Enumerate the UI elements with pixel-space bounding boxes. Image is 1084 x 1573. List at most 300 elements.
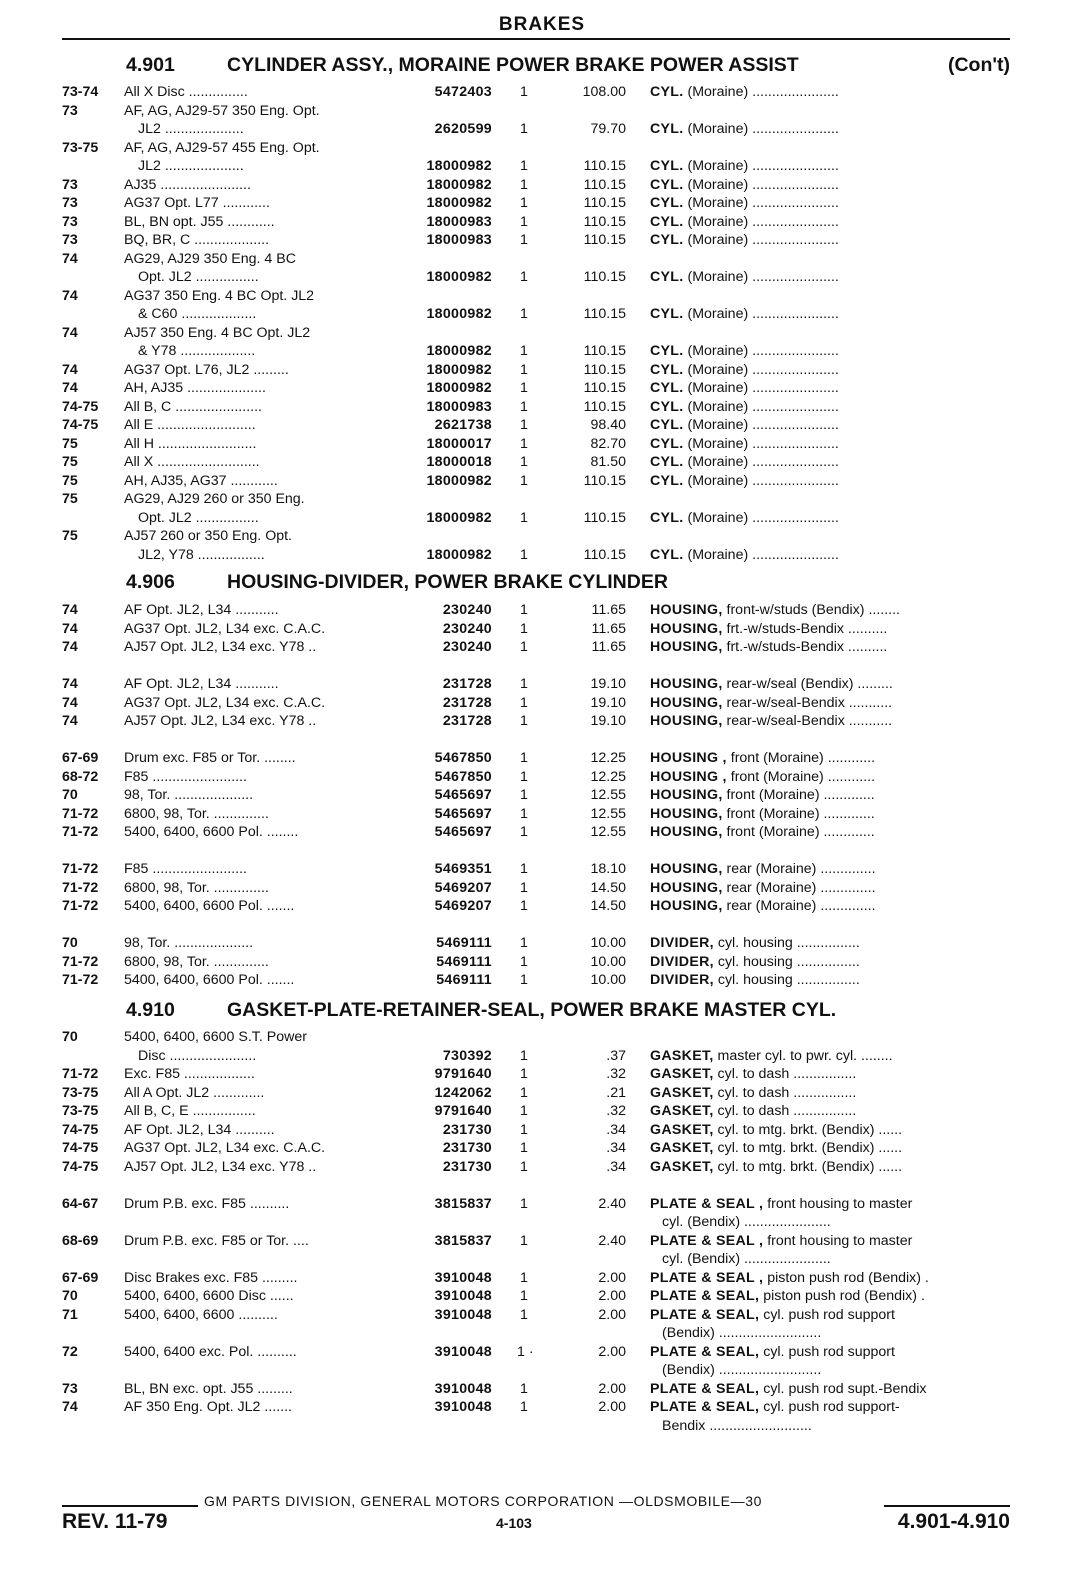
price: 79.70	[590, 121, 626, 137]
parts-row	[62, 176, 1010, 194]
part-number: 5469111	[436, 972, 492, 988]
model-year: 75	[62, 491, 78, 507]
application: F85 ........................	[124, 861, 247, 877]
parts-row	[62, 1084, 1010, 1102]
description-keyword: HOUSING,	[650, 861, 723, 877]
description-keyword: PLATE & SEAL,	[650, 1380, 760, 1397]
parts-row	[62, 823, 1010, 841]
parts-row	[62, 694, 1010, 712]
price: .32	[606, 1066, 626, 1082]
price: 2.40	[598, 1195, 626, 1212]
description-detail: cyl. (Bendix) ......................	[662, 1251, 831, 1267]
application: JL2 ....................	[138, 158, 244, 174]
model-year: 74	[62, 1399, 78, 1415]
part-number: 18000982	[426, 343, 492, 359]
quantity: 1	[520, 158, 528, 174]
quantity: 1	[520, 1158, 528, 1175]
quantity: 1	[520, 1103, 528, 1119]
quantity: 1	[520, 1121, 528, 1138]
application: AJ57 350 Eng. 4 BC Opt. JL2	[124, 324, 311, 341]
description-detail: (Moraine) ......................	[687, 509, 839, 526]
part-number: 1242062	[434, 1084, 492, 1101]
parts-row	[62, 1250, 1010, 1268]
quantity: 1	[520, 750, 528, 766]
description-detail: cyl. housing ................	[717, 935, 860, 951]
part-number: 5465697	[434, 824, 492, 840]
section-number: 4.901	[126, 54, 175, 76]
application: All B, C ......................	[124, 398, 262, 415]
description-keyword: DIVIDER,	[650, 972, 714, 988]
part-number: 5465697	[434, 805, 492, 822]
parts-row	[62, 934, 1010, 952]
price: 2.00	[598, 1399, 626, 1415]
part-number: 18000983	[426, 213, 492, 230]
part-number: 231728	[442, 676, 492, 692]
description-keyword: GASKET,	[650, 1084, 714, 1101]
quantity: 1	[520, 1380, 528, 1397]
parts-row	[62, 361, 1010, 379]
application: 5400, 6400, 6600 Pol. .......	[124, 972, 295, 988]
quantity: 1	[520, 1140, 528, 1156]
model-year: 73	[62, 1380, 78, 1397]
part-number: 5469207	[434, 879, 492, 896]
quantity: 1	[520, 1288, 528, 1304]
model-year: 67-69	[62, 750, 99, 766]
description-keyword: CYL.	[650, 361, 684, 378]
price: 2.00	[598, 1306, 626, 1323]
parts-row	[62, 916, 1010, 934]
quantity: 1	[520, 1232, 528, 1249]
parts-row	[62, 268, 1010, 286]
part-number: 18000017	[426, 435, 492, 452]
model-year: 73-75	[62, 1084, 99, 1101]
quantity: 1	[520, 787, 528, 803]
price: 12.25	[590, 750, 626, 766]
parts-row	[62, 971, 1010, 989]
application: All X Disc ...............	[124, 84, 248, 100]
parts-row	[62, 546, 1010, 564]
description	[650, 1065, 1010, 1083]
description-keyword: CYL.	[650, 121, 684, 137]
description-detail: front housing to master	[767, 1232, 913, 1249]
price: 110.15	[583, 232, 626, 248]
price: .34	[606, 1140, 626, 1156]
application: AF Opt. JL2, L34 ..........	[124, 1121, 275, 1138]
model-year: 73-74	[62, 84, 99, 100]
parts-row	[62, 1195, 1010, 1213]
model-year: 73	[62, 102, 78, 119]
price: 12.55	[590, 787, 626, 803]
application: All E .........................	[124, 417, 256, 433]
description	[650, 1139, 1010, 1157]
price: 110.15	[583, 546, 626, 563]
description-detail: (Moraine) ......................	[687, 158, 839, 174]
parts-row	[62, 490, 1010, 508]
application: AF Opt. JL2, L34 ...........	[124, 676, 279, 692]
description-detail: (Moraine) ......................	[687, 195, 839, 211]
parts-row	[62, 620, 1010, 638]
model-year: 74-75	[62, 1140, 99, 1156]
description-detail: cyl. push rod support-	[763, 1399, 900, 1415]
parts-row	[62, 305, 1010, 323]
description-keyword: CYL.	[650, 195, 684, 211]
price: 110.15	[583, 398, 626, 415]
application: Disc Brakes exc. F85 .........	[124, 1269, 298, 1286]
model-year: 70	[62, 1288, 78, 1304]
description-keyword: HOUSING,	[650, 898, 723, 914]
description-keyword: CYL.	[650, 213, 684, 230]
description-keyword: HOUSING,	[650, 676, 723, 692]
description-detail: front (Moraine) ............	[730, 750, 876, 766]
description-detail: frt.-w/studs-Bendix ..........	[726, 620, 888, 637]
description	[650, 453, 1010, 471]
parts-row	[62, 102, 1010, 120]
application: BQ, BR, C ...................	[124, 232, 270, 248]
description	[650, 1121, 1010, 1139]
description-detail: rear (Moraine) ..............	[726, 898, 876, 914]
application: 5400, 6400, 6600 S.T. Power	[124, 1029, 307, 1045]
description-detail: master cyl. to pwr. cyl. ........	[717, 1047, 893, 1064]
description-keyword: HOUSING,	[650, 787, 723, 803]
model-year: 71-72	[62, 879, 99, 896]
part-number: 5467850	[434, 768, 492, 785]
application: AJ57 Opt. JL2, L34 exc. Y78 ..	[124, 1158, 317, 1175]
description-detail: (Moraine) ......................	[687, 343, 839, 359]
parts-row	[62, 509, 1010, 527]
description-keyword: HOUSING ,	[650, 750, 727, 766]
part-number: 3910048	[434, 1306, 492, 1323]
part-number: 9791640	[434, 1103, 492, 1119]
description-keyword: GASKET,	[650, 1066, 714, 1082]
model-year: 71-72	[62, 898, 99, 914]
model-year: 75	[62, 472, 78, 489]
price: 11.65	[591, 602, 626, 618]
quantity: 1	[520, 602, 528, 618]
price: 110.15	[583, 472, 626, 489]
parts-row	[62, 398, 1010, 416]
parts-row	[62, 768, 1010, 786]
parts-row	[62, 1065, 1010, 1083]
price: 11.65	[591, 620, 626, 637]
application: 98, Tor. ....................	[124, 787, 254, 803]
price: 10.00	[590, 972, 626, 988]
application: AG37 Opt. L77 ............	[124, 195, 270, 211]
price: 12.55	[590, 805, 626, 822]
model-year: 74	[62, 602, 78, 618]
model-year: 74	[62, 676, 78, 692]
description-detail: cyl. to dash ................	[717, 1103, 857, 1119]
model-year: 74-75	[62, 417, 99, 433]
description-keyword: PLATE & SEAL,	[650, 1306, 760, 1323]
parts-row	[62, 879, 1010, 897]
parts-row	[62, 157, 1010, 175]
price: 110.15	[583, 195, 626, 211]
description-detail: (Moraine) ......................	[687, 306, 839, 322]
description	[650, 1269, 1010, 1287]
part-number: 9791640	[434, 1066, 492, 1082]
description-detail: rear-w/seal-Bendix ...........	[726, 713, 893, 729]
footer-rule-right	[884, 1505, 1010, 1507]
application: Drum P.B. exc. F85 ..........	[124, 1195, 290, 1212]
description-detail: cyl. to mtg. brkt. (Bendix) ......	[717, 1121, 903, 1138]
model-year: 71	[62, 1306, 78, 1323]
application: AG37 Opt. JL2, L34 exc. C.A.C.	[124, 1140, 326, 1156]
quantity: 1	[520, 195, 528, 211]
description-keyword: CYL.	[650, 306, 684, 322]
model-year: 74	[62, 713, 78, 729]
model-year: 75	[62, 435, 78, 452]
parts-row	[62, 860, 1010, 878]
part-number: 18000982	[426, 176, 492, 193]
application: BL, BN opt. J55 ............	[124, 213, 275, 230]
quantity: 1	[520, 879, 528, 896]
description-keyword: GASKET,	[650, 1140, 714, 1156]
parts-row	[62, 1102, 1010, 1120]
description-keyword: HOUSING,	[650, 805, 723, 822]
model-year: 74	[62, 250, 78, 267]
application: Exc. F85 ..................	[124, 1066, 255, 1082]
application: AF, AG, AJ29-57 455 Eng. Opt.	[124, 139, 320, 156]
description	[650, 1287, 1010, 1305]
price: 19.10	[590, 694, 626, 711]
parts-row	[62, 1158, 1010, 1176]
description-detail: frt.-w/studs-Bendix ..........	[726, 639, 888, 655]
quantity: 1	[520, 713, 528, 729]
model-year: 68-69	[62, 1232, 99, 1249]
description	[650, 805, 1010, 823]
part-number: 18000983	[426, 232, 492, 248]
application: 6800, 98, Tor. ..............	[124, 953, 269, 970]
description-detail: (Moraine) ......................	[687, 84, 839, 100]
section-number: 4.906	[126, 571, 175, 593]
part-number: 2621738	[434, 417, 492, 433]
price: 110.15	[583, 176, 626, 193]
quantity: 1	[520, 898, 528, 914]
description-keyword: CYL.	[650, 343, 684, 359]
parts-row	[62, 231, 1010, 249]
description-keyword: CYL.	[650, 158, 684, 174]
description	[650, 1343, 1010, 1361]
parts-row	[62, 1361, 1010, 1379]
application: 6800, 98, Tor. ..............	[124, 805, 269, 822]
model-year: 74-75	[62, 1121, 99, 1138]
description	[650, 620, 1010, 638]
part-number: 231730	[442, 1140, 492, 1156]
description	[650, 213, 1010, 231]
application: AG29, AJ29 260 or 350 Eng.	[124, 491, 305, 507]
parts-row	[62, 324, 1010, 342]
quantity: 1	[520, 1066, 528, 1082]
description-keyword: HOUSING,	[650, 713, 723, 729]
description-keyword: CYL.	[650, 509, 684, 526]
price: 110.15	[583, 158, 626, 174]
model-year: 75	[62, 528, 78, 544]
quantity: 1	[520, 343, 528, 359]
description-keyword: PLATE & SEAL ,	[650, 1232, 764, 1249]
description	[650, 879, 1010, 897]
application: AG37 Opt. L76, JL2 .........	[124, 361, 289, 378]
parts-row	[62, 342, 1010, 360]
price: 10.00	[590, 953, 626, 970]
application: & Y78 ...................	[138, 343, 256, 359]
description	[650, 934, 1010, 952]
description-keyword: CYL.	[650, 454, 684, 470]
parts-row	[62, 1121, 1010, 1139]
application: AJ57 Opt. JL2, L34 exc. Y78 ..	[124, 639, 317, 655]
description	[650, 971, 1010, 989]
description	[650, 398, 1010, 416]
quantity: 1	[520, 176, 528, 193]
quantity: 1	[520, 861, 528, 877]
part-number: 18000983	[426, 398, 492, 415]
description	[650, 176, 1010, 194]
description-detail: Bendix ..........................	[662, 1417, 812, 1434]
description-detail: cyl. to mtg. brkt. (Bendix) ......	[717, 1140, 903, 1156]
price: 110.15	[583, 306, 626, 322]
price: .34	[606, 1121, 626, 1138]
description-detail: (Moraine) ......................	[687, 380, 839, 396]
description-keyword: HOUSING,	[650, 602, 723, 618]
description	[650, 1047, 1010, 1065]
description-detail: (Moraine) ......................	[687, 417, 839, 433]
price: 108.00	[582, 84, 626, 100]
price: 2.40	[598, 1232, 626, 1249]
description-detail: (Moraine) ......................	[687, 472, 839, 489]
section-title: CYLINDER ASSY., MORAINE POWER BRAKE POWER ASSIST	[227, 54, 799, 76]
description	[662, 1213, 1022, 1231]
description-detail: cyl. to dash ................	[717, 1066, 857, 1082]
parts-row	[62, 194, 1010, 212]
application: 6800, 98, Tor. ..............	[124, 879, 269, 896]
parts-row	[62, 638, 1010, 656]
application: AJ57 260 or 350 Eng. Opt.	[124, 528, 292, 544]
description-keyword: HOUSING,	[650, 639, 723, 655]
price: 18.10	[590, 861, 626, 877]
model-year: 74-75	[62, 1158, 99, 1175]
description	[650, 860, 1010, 878]
description-keyword: PLATE & SEAL ,	[650, 1269, 764, 1286]
model-year: 74	[62, 287, 78, 304]
part-number: 3910048	[434, 1269, 492, 1286]
description	[662, 1361, 1022, 1379]
model-year: 74-75	[62, 398, 99, 415]
description-detail: rear-w/seal-Bendix ...........	[726, 694, 893, 711]
parts-row	[62, 287, 1010, 305]
page-number: 4-103	[496, 1515, 532, 1531]
description-detail: cyl. housing ................	[717, 972, 860, 988]
quantity: 1	[520, 1084, 528, 1101]
quantity: 1	[520, 953, 528, 970]
description-detail: front-w/studs (Bendix) ........	[726, 602, 900, 618]
description-detail: front (Moraine) .............	[726, 824, 875, 840]
part-number: 18000982	[426, 361, 492, 378]
price: 110.15	[583, 269, 626, 285]
description	[650, 342, 1010, 360]
description	[650, 694, 1010, 712]
model-year: 68-72	[62, 768, 99, 785]
description-detail: rear-w/seal (Bendix) .........	[726, 676, 893, 692]
description	[650, 768, 1010, 786]
description	[650, 435, 1010, 453]
parts-row	[62, 1213, 1010, 1231]
description	[650, 953, 1010, 971]
model-year: 73-75	[62, 139, 99, 156]
price: 11.65	[591, 639, 626, 655]
model-year: 74	[62, 694, 78, 711]
page-title: BRAKES	[498, 14, 586, 35]
model-year: 74	[62, 380, 78, 396]
parts-row	[62, 527, 1010, 545]
description-detail: front (Moraine) ............	[730, 768, 876, 785]
application: AF Opt. JL2, L34 ...........	[124, 602, 279, 618]
description	[650, 1102, 1010, 1120]
part-number: 231730	[442, 1158, 492, 1175]
section-number: 4.910	[126, 999, 175, 1021]
part-number: 18000018	[426, 454, 492, 470]
quantity: 1	[520, 121, 528, 137]
model-year: 71-72	[62, 972, 99, 988]
model-year: 70	[62, 935, 78, 951]
application: AG37 Opt. JL2, L34 exc. C.A.C.	[124, 694, 326, 711]
quantity: 1	[520, 361, 528, 378]
parts-row	[62, 435, 1010, 453]
price: .34	[606, 1158, 626, 1175]
application: AG37 Opt. JL2, L34 exc. C.A.C.	[124, 620, 326, 637]
part-number: 231730	[442, 1121, 492, 1138]
description-detail: (Moraine) ......................	[687, 454, 839, 470]
part-number: 5469111	[436, 935, 492, 951]
model-year: 71-72	[62, 1066, 99, 1082]
application: All A Opt. JL2 .............	[124, 1084, 265, 1101]
application: 5400, 6400, 6600 Pol. .......	[124, 898, 295, 914]
quantity: 1	[520, 435, 528, 452]
parts-row	[62, 675, 1010, 693]
section-title: GASKET-PLATE-RETAINER-SEAL, POWER BRAKE MASTER CYL.	[227, 999, 837, 1021]
description-keyword: PLATE & SEAL,	[650, 1343, 760, 1360]
quantity: 1	[520, 398, 528, 415]
description-keyword: GASKET,	[650, 1103, 714, 1119]
model-year: 70	[62, 1029, 78, 1045]
part-number: 5469351	[434, 861, 492, 877]
description	[650, 1306, 1010, 1324]
application: Opt. JL2 ................	[138, 509, 259, 526]
quantity: 1	[520, 472, 528, 489]
part-number: 3910048	[434, 1380, 492, 1397]
description-detail: cyl. to dash ................	[717, 1084, 857, 1101]
description-detail: (Moraine) ......................	[687, 176, 839, 193]
part-number: 3910048	[434, 1343, 492, 1360]
price: 14.50	[590, 898, 626, 914]
parts-row	[62, 472, 1010, 490]
part-number: 18000982	[426, 546, 492, 563]
model-year: 75	[62, 454, 78, 470]
application: All B, C, E ................	[124, 1103, 256, 1119]
part-number: 5472403	[434, 84, 492, 100]
description-keyword: CYL.	[650, 472, 684, 489]
part-number: 730392	[442, 1047, 492, 1064]
description	[650, 472, 1010, 490]
parts-row	[62, 120, 1010, 138]
parts-row	[62, 139, 1010, 157]
model-year: 71-72	[62, 861, 99, 877]
quantity: 1	[520, 269, 528, 285]
parts-row	[62, 731, 1010, 749]
section-range: 4.901-4.910	[897, 1510, 1010, 1533]
description-detail: (Moraine) ......................	[687, 121, 839, 137]
part-number: 3910048	[434, 1288, 492, 1304]
footer-rule-left	[62, 1505, 198, 1507]
price: .21	[606, 1084, 626, 1101]
